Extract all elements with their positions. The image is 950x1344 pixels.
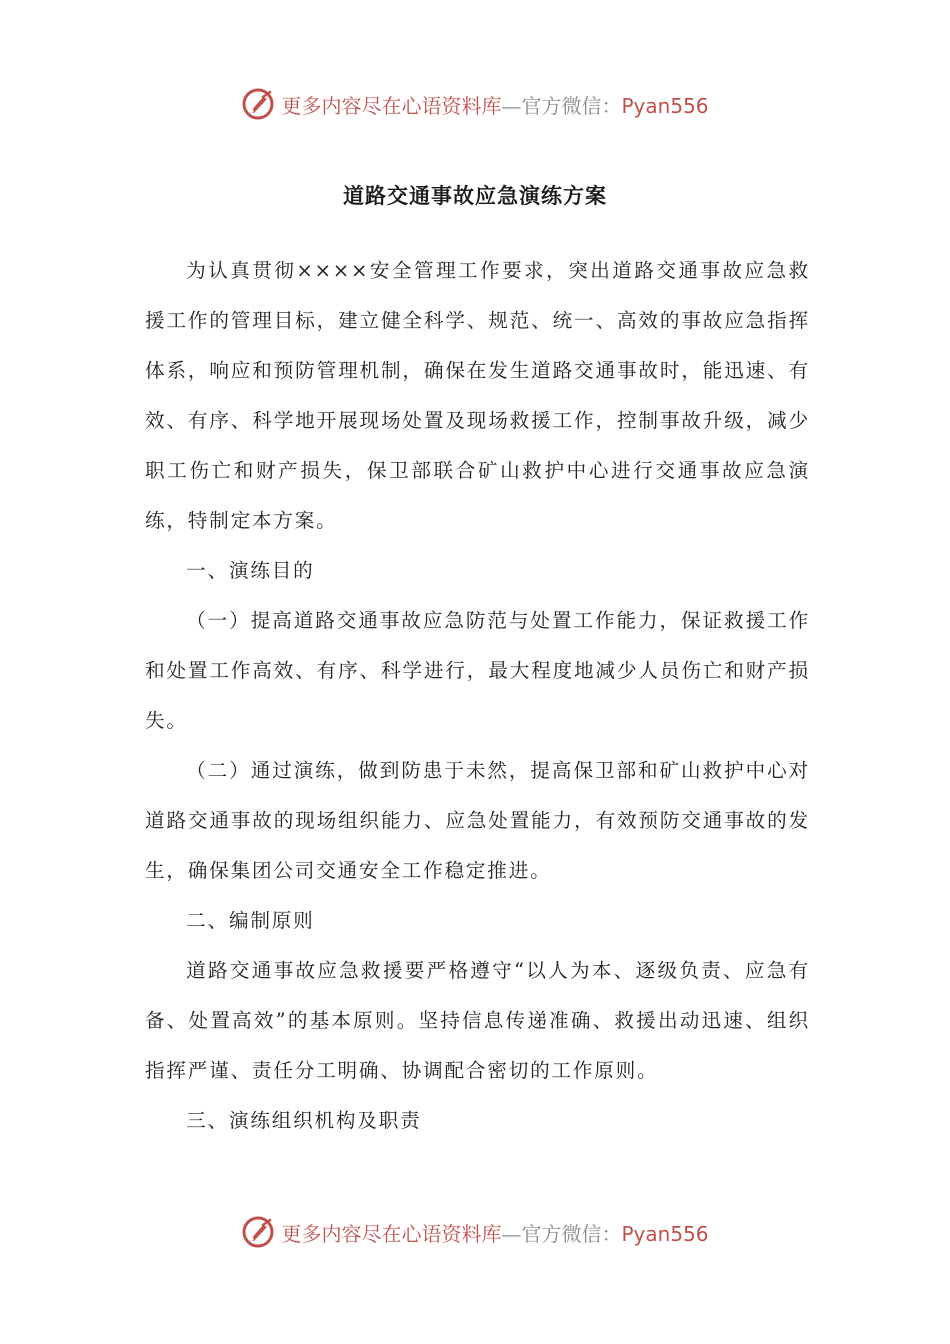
watermark-wechat-label: 官方微信： (521, 1221, 622, 1246)
watermark-text (281, 1218, 708, 1247)
quill-logo-icon (241, 1215, 275, 1249)
intro-paragraph: 为认真贯彻××××安全管理工作要求，突出道路交通事故应急救援工作的管理目标，建立健全科学、规范、统一、高效的事故应急指挥体系，响应和预防管理机制，确保在发生道路交通事故时，能迅速、有效、有序、科学地开展现场处置及现场救援工作，控制事故升级，减少职工伤亡和财产损失，保卫部联合矿山救护中心进行交通事故应急演练，特制定本方案。 (145, 259, 810, 532)
quill-logo-icon (241, 87, 275, 121)
section-heading-principles: 二、编制原则 (186, 909, 315, 932)
purpose-item-1: （一）提高道路交通事故应急防范与处置工作能力，保证救援工作和处置工作高效、有序、科学进行，最大程度地减少人员伤亡和财产损失。 (145, 609, 810, 732)
section-heading-organization: 三、演练组织机构及职责 (186, 1109, 422, 1132)
section-heading-purpose: 一、演练目的 (186, 559, 315, 582)
watermark-dash: — (501, 1221, 522, 1246)
principles-paragraph: 道路交通事故应急救援要严格遵守“以人为本、逐级负责、应急有备、处置高效”的基本原则。坚持信息传递准确、救援出动迅速、组织指挥严谨、责任分工明确、协调配合密切的工作原则。 (145, 959, 810, 1082)
document-body (145, 246, 810, 1146)
watermark-content (241, 1215, 708, 1249)
watermark-main-text: 更多内容尽在心语资料库 (281, 93, 502, 118)
watermark-main-text: 更多内容尽在心语资料库 (281, 1221, 502, 1246)
watermark-dash: — (501, 93, 522, 118)
footer-watermark (0, 1212, 950, 1252)
watermark-wechat-label: 官方微信： (521, 93, 622, 118)
watermark-text (281, 90, 708, 119)
watermark-wechat-id: Pyan556 (621, 93, 709, 118)
header-watermark (0, 84, 950, 124)
watermark-content (241, 87, 708, 121)
watermark-wechat-id: Pyan556 (621, 1221, 709, 1246)
document-title: 道路交通事故应急演练方案 (343, 183, 607, 208)
purpose-item-2: （二）通过演练，做到防患于未然，提高保卫部和矿山救护中心对道路交通事故的现场组织能力、应急处置能力，有效预防交通事故的发生，确保集团公司交通安全工作稳定推进。 (145, 759, 810, 882)
